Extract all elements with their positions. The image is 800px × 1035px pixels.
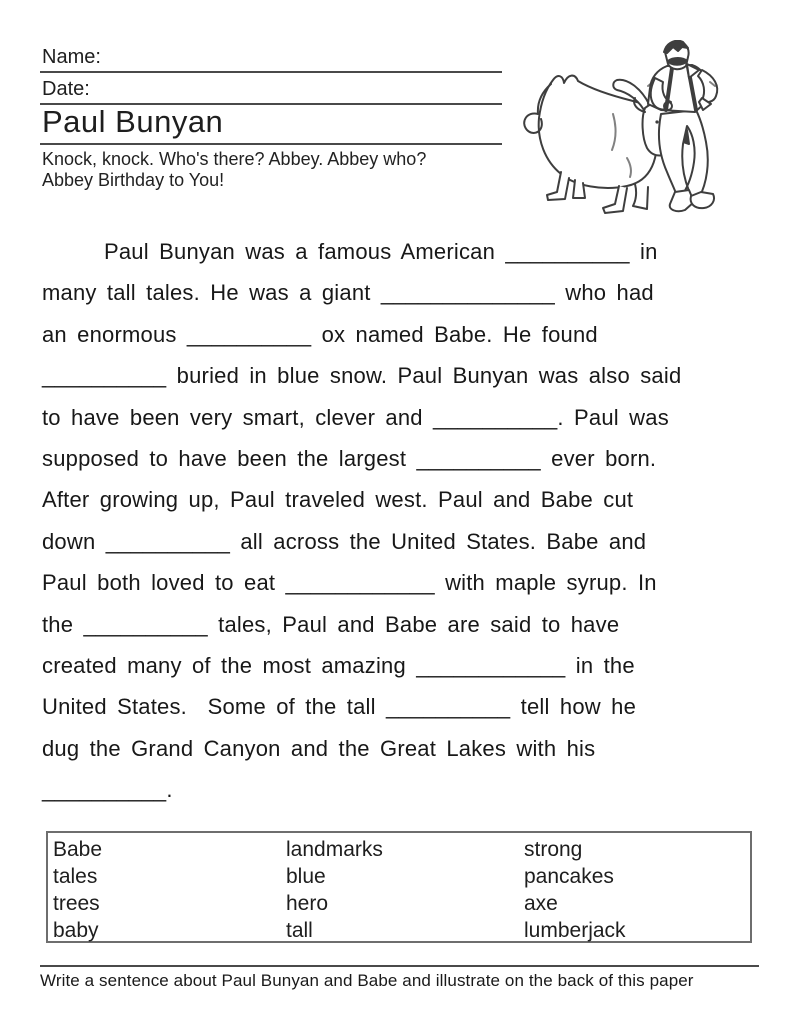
word-bank-entry: tall xyxy=(286,919,313,942)
word-bank-entry: tales xyxy=(53,865,98,888)
story-line: __________ buried in blue snow. Paul Bunyan was also said xyxy=(42,363,682,389)
joke-text xyxy=(42,149,512,191)
page-title: Paul Bunyan xyxy=(42,104,224,139)
word-bank-entry: trees xyxy=(53,892,100,915)
story-line: Paul both loved to eat ____________ with maple syrup. In xyxy=(42,570,657,596)
story-line: dug the Grand Canyon and the Great Lakes with his xyxy=(42,735,596,761)
word-bank-entry: Babe xyxy=(53,838,103,861)
story-line: to have been very smart, clever and __________. Paul was xyxy=(42,404,669,430)
word-bank-entry: pancakes xyxy=(524,865,614,888)
story-line: After growing up, Paul traveled west. Paul and Babe cut xyxy=(42,487,634,513)
word-bank-entry: baby xyxy=(53,919,99,942)
date-field-row xyxy=(40,78,502,105)
word-bank xyxy=(46,831,752,943)
story-line: __________. xyxy=(42,777,173,803)
word-bank-entry: hero xyxy=(286,892,329,915)
name-field-row xyxy=(40,46,502,73)
word-bank-entry: blue xyxy=(286,865,326,888)
worksheet-title-row xyxy=(40,104,502,145)
story-line: supposed to have been the largest __________ ever born. xyxy=(42,446,657,472)
paul-bunyan-babe-illustration xyxy=(515,40,760,225)
word-bank-entry: lumberjack xyxy=(524,919,626,942)
name-label: Name: xyxy=(42,46,101,68)
story-line: the __________ tales, Paul and Babe are said to have xyxy=(42,611,620,637)
story-line: down __________ all across the United States. Babe and xyxy=(42,528,647,554)
date-label: Date: xyxy=(42,78,90,100)
story-line: United States. Some of the tall __________ tell how he xyxy=(42,694,637,720)
story-paragraph xyxy=(42,231,754,811)
story-line: created many of the most amazing ____________ in the xyxy=(42,653,635,679)
footer-instruction: Write a sentence about Paul Bunyan and Babe and illustrate on the back of this paper xyxy=(40,971,694,990)
joke-line-1: Knock, knock. Who's there? Abbey. Abbey who? xyxy=(42,149,427,169)
footer-instruction-row xyxy=(40,965,759,991)
word-bank-entry: strong xyxy=(524,838,583,861)
story-line: many tall tales. He was a giant ______________ who had xyxy=(42,280,654,306)
word-bank-entry: landmarks xyxy=(286,838,383,861)
ox-and-lumberjack-drawing xyxy=(515,40,760,225)
joke-line-2: Abbey Birthday to You! xyxy=(42,170,225,190)
story-line: an enormous __________ ox named Babe. He found xyxy=(42,321,598,347)
story-line: Paul Bunyan was a famous American __________ in xyxy=(104,239,658,264)
word-bank-entry: axe xyxy=(524,892,558,915)
